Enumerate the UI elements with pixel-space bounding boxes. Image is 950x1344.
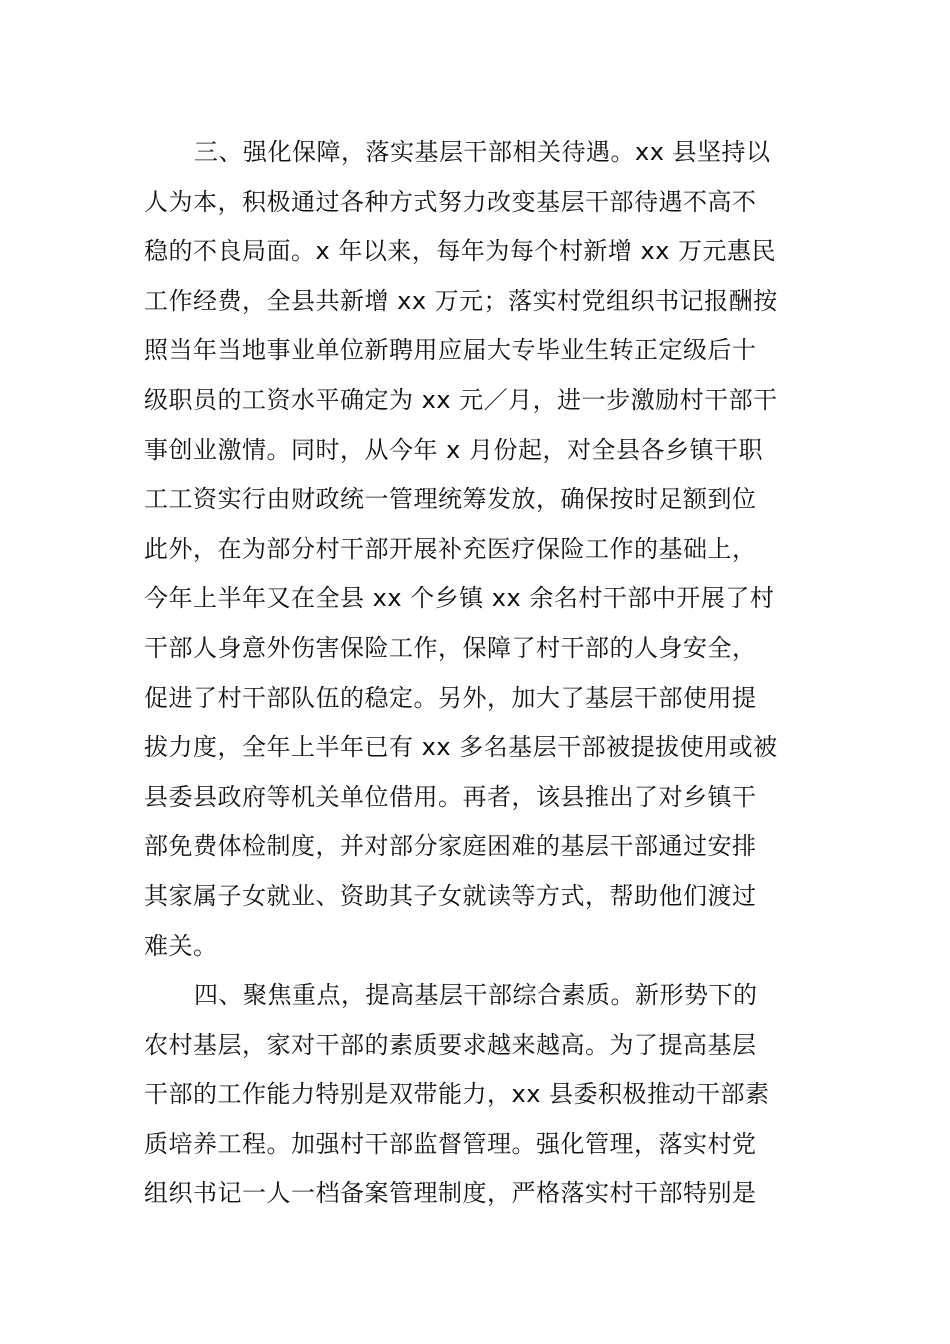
paragraph-line: 农村基层，家对干部的素质要求越来越高。为了提高基层 — [144, 1030, 757, 1059]
paragraph-line: 拔力度，全年上半年已有 xx 多名基层干部被提拔使用或被 — [144, 733, 778, 762]
paragraph-line: 稳的不良局面。x 年以来，每年为每个村新增 xx 万元惠民 — [144, 237, 776, 266]
paragraph-line: 四、聚焦重点，提高基层干部综合素质。新形势下的 — [194, 981, 758, 1010]
paragraph-line: 组织书记一人一档备案管理制度，严格落实村干部特别是 — [144, 1179, 757, 1208]
paragraph-line: 工作经费，全县共新增 xx 万元；落实村党组织书记报酬按 — [144, 286, 778, 315]
paragraph-line: 级职员的工资水平确定为 xx 元／月，进一步激励村干部干 — [144, 385, 778, 414]
paragraph-section-three — [144, 128, 812, 971]
document-body — [144, 128, 812, 1219]
paragraph-line: 质培养工程。加强村干部监督管理。强化管理，落实村党 — [144, 1129, 757, 1158]
paragraph-line: 干部的工作能力特别是双带能力，xx 县委积极推动干部素 — [144, 1080, 770, 1109]
paragraph-line: 三、强化保障，落实基层干部相关待遇。xx 县坚持以 — [194, 138, 771, 166]
paragraph-line: 此外，在为部分村干部开展补充医疗保险工作的基础上， — [144, 534, 757, 563]
paragraph-line: 工工资实行由财政统一管理统筹发放，确保按时足额到位 — [144, 485, 757, 514]
paragraph-line: 部免费体检制度，并对部分家庭困难的基层干部通过安排 — [144, 832, 757, 861]
paragraph-line: 干部人身意外伤害保险工作，保障了村干部的人身安全， — [144, 633, 757, 662]
paragraph-line: 今年上半年又在全县 xx 个乡镇 xx 余名村干部中开展了村 — [144, 584, 775, 613]
paragraph-line: 人为本，积极通过各种方式努力改变基层干部待遇不高不 — [144, 187, 757, 216]
paragraph-line: 促进了村干部队伍的稳定。另外，加大了基层干部使用提 — [144, 683, 757, 712]
paragraph-line: 其家属子女就业、资助其子女就读等方式，帮助他们渡过 — [144, 881, 757, 910]
paragraph-line: 事创业激情。同时，从今年 x 月份起，对全县各乡镇干职 — [144, 435, 763, 464]
paragraph-line: 县委县政府等机关单位借用。再者，该县推出了对乡镇干 — [144, 782, 757, 811]
paragraph-section-four — [144, 971, 812, 1219]
paragraph-line: 照当年当地事业单位新聘用应届大专毕业生转正定级后十 — [144, 336, 757, 365]
paragraph-line: 难关。 — [144, 931, 218, 960]
